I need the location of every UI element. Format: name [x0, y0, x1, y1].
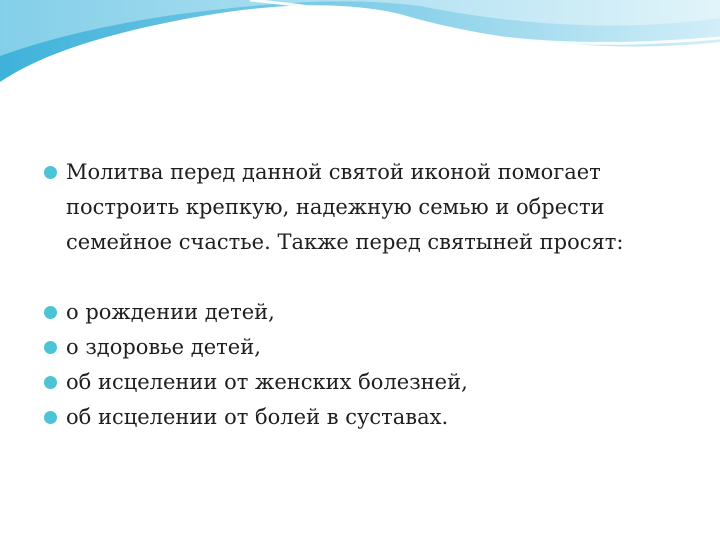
list-item-text: об исцелении от женских болезней,: [66, 370, 468, 394]
list-item-text: об исцелении от болей в суставах.: [66, 405, 449, 429]
header-wave-decoration: [0, 0, 720, 90]
bullet-dot-icon: [44, 306, 57, 319]
slide-body: [44, 155, 684, 435]
list-item-intro: [44, 155, 684, 260]
bullet-dot-icon: [44, 341, 57, 354]
list-item: [44, 330, 684, 365]
list-item-text: о здоровье детей,: [66, 335, 261, 359]
bullet-list: [44, 155, 684, 435]
list-item-text: о рождении детей,: [66, 300, 275, 324]
list-item: [44, 365, 684, 400]
list-spacer: [44, 260, 684, 295]
bullet-dot-icon: [44, 166, 57, 179]
list-item: [44, 400, 684, 435]
intro-text: Молитва перед данной святой иконой помогает построить крепкую, надежную семью и обрести семейное счастье. Также перед святыней просят:: [66, 160, 624, 254]
bullet-dot-icon: [44, 411, 57, 424]
bullet-dot-icon: [44, 376, 57, 389]
list-item: [44, 295, 684, 330]
